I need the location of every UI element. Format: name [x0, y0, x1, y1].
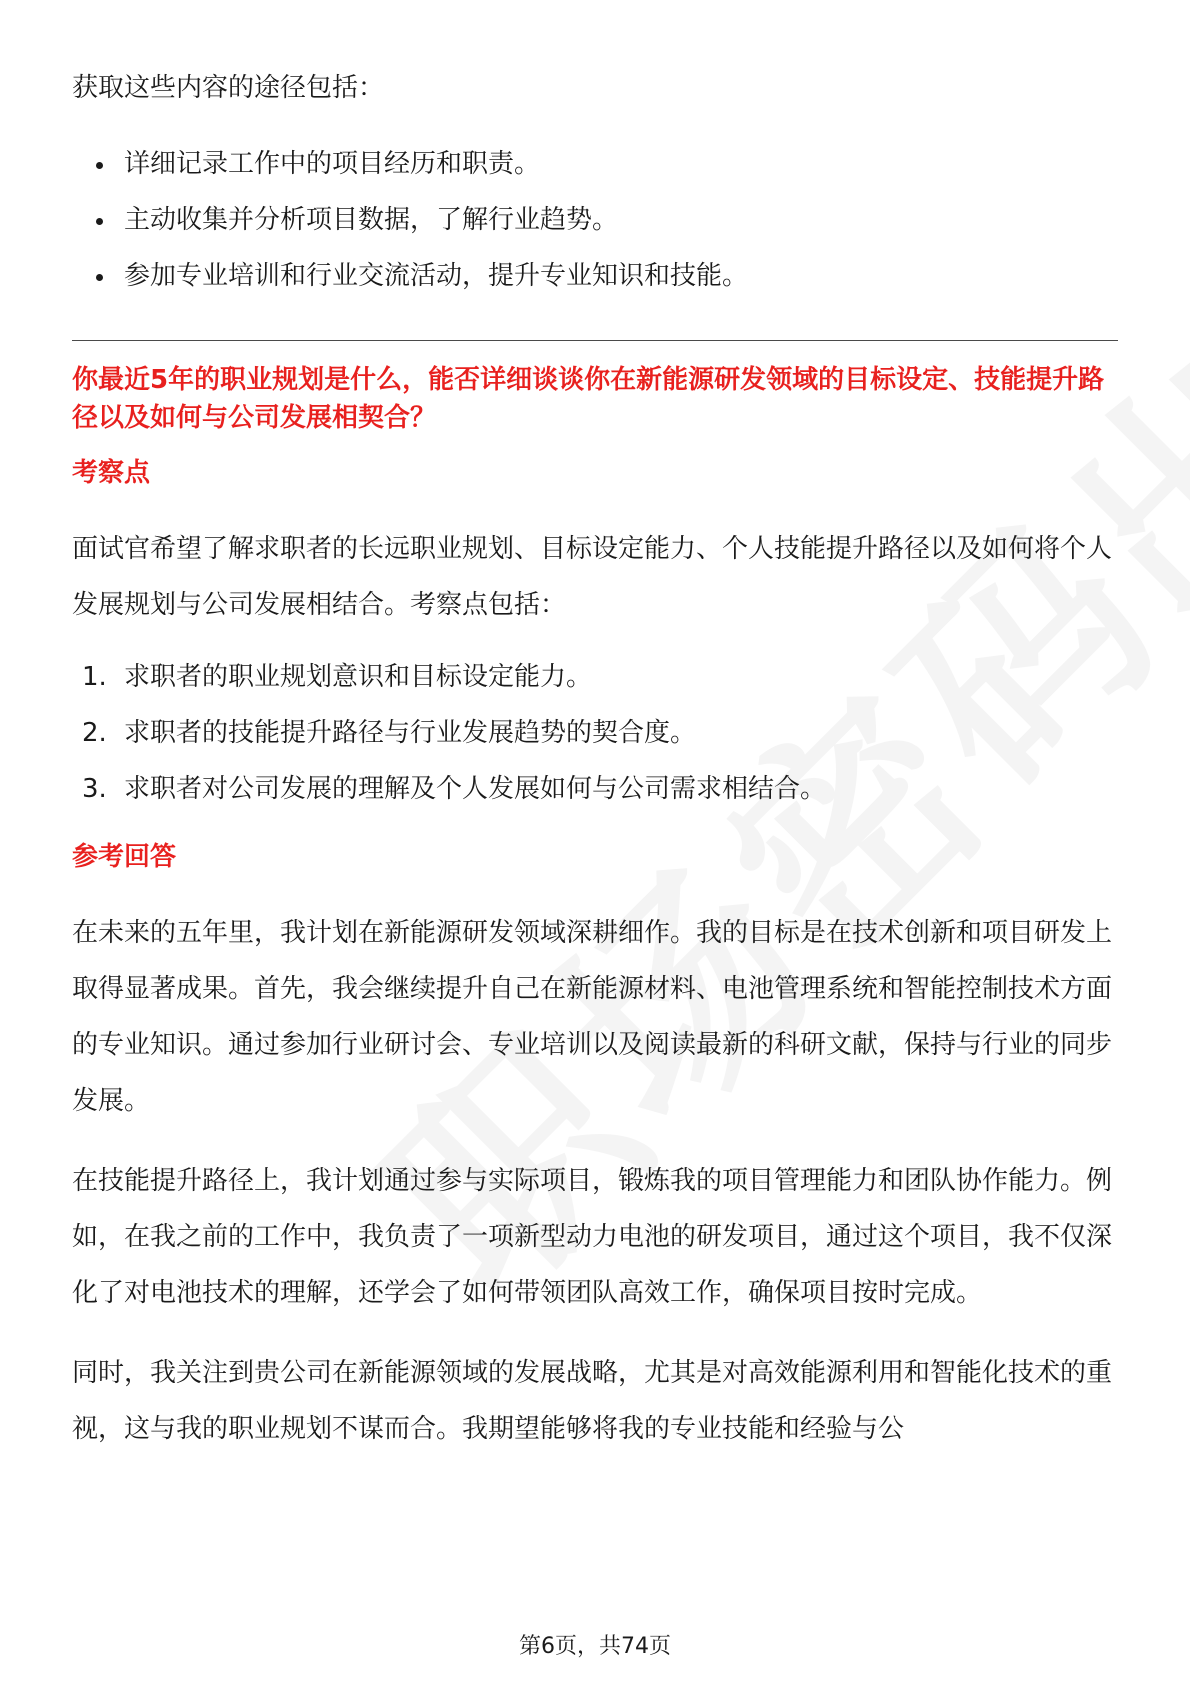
exam-points-list — [72, 649, 1118, 817]
bullet-list — [72, 136, 1118, 304]
list-item — [72, 248, 1118, 304]
list-item-text: 详细记录工作中的项目经历和职责。 — [124, 149, 541, 179]
list-item-text: 求职者对公司发展的理解及个人发展如何与公司需求相结合。 — [124, 774, 827, 804]
answer-paragraph: 同时，我关注到贵公司在新能源领域的发展战略，尤其是对高效能源利用和智能化技术的重视，这与我的职业规划不谋而合。我期望能够将我的专业技能和经验与公 — [72, 1358, 1113, 1444]
section-divider — [72, 340, 1118, 341]
list-item — [72, 705, 1118, 761]
answer-heading: 参考回答 — [72, 842, 177, 872]
answer-paragraph: 在未来的五年里，我计划在新能源研发领域深耕细作。我的目标是在技术创新和项目研发上取得显著成果。首先，我会继续提升自己在新能源材料、电池管理系统和智能控制技术方面的专业知识。通过参加行业研讨会、专业培训以及阅读最新的科研文献，保持与行业的同步发展。 — [72, 918, 1113, 1116]
list-item-text: 求职者的职业规划意识和目标设定能力。 — [124, 662, 593, 692]
page-number: 第6页，共74页 — [519, 1634, 671, 1659]
list-number: 1. — [82, 662, 107, 692]
list-item-text: 主动收集并分析项目数据，了解行业趋势。 — [124, 205, 619, 235]
intro-text: 获取这些内容的途径包括： — [72, 73, 385, 103]
list-item — [72, 649, 1118, 705]
question-title: 你最近5年的职业规划是什么，能否详细谈谈你在新能源研发领域的目标设定、技能提升路径以及如何与公司发展相契合？ — [72, 365, 1105, 433]
list-item — [72, 136, 1118, 192]
bullet-dot-icon — [96, 162, 103, 169]
list-item-text: 参加专业培训和行业交流活动，提升专业知识和技能。 — [124, 261, 749, 291]
bullet-dot-icon — [96, 218, 103, 225]
answer-paragraph: 在技能提升路径上，我计划通过参与实际项目，锻炼我的项目管理能力和团队协作能力。例如，在我之前的工作中，我负责了一项新型动力电池的研发项目，通过这个项目，我不仅深化了对电池技术的理解，还学会了如何带领团队高效工作，确保项目按时完成。 — [72, 1166, 1113, 1308]
list-number: 2. — [82, 718, 107, 748]
list-item — [72, 761, 1118, 817]
list-item — [72, 192, 1118, 248]
exam-heading: 考察点 — [72, 458, 151, 488]
list-item-text: 求职者的技能提升路径与行业发展趋势的契合度。 — [124, 718, 697, 748]
exam-intro: 面试官希望了解求职者的长远职业规划、目标设定能力、个人技能提升路径以及如何将个人发展规划与公司发展相结合。考察点包括： — [72, 534, 1113, 620]
document-body — [72, 60, 1118, 1457]
bullet-dot-icon — [96, 274, 103, 281]
list-number: 3. — [82, 774, 107, 804]
